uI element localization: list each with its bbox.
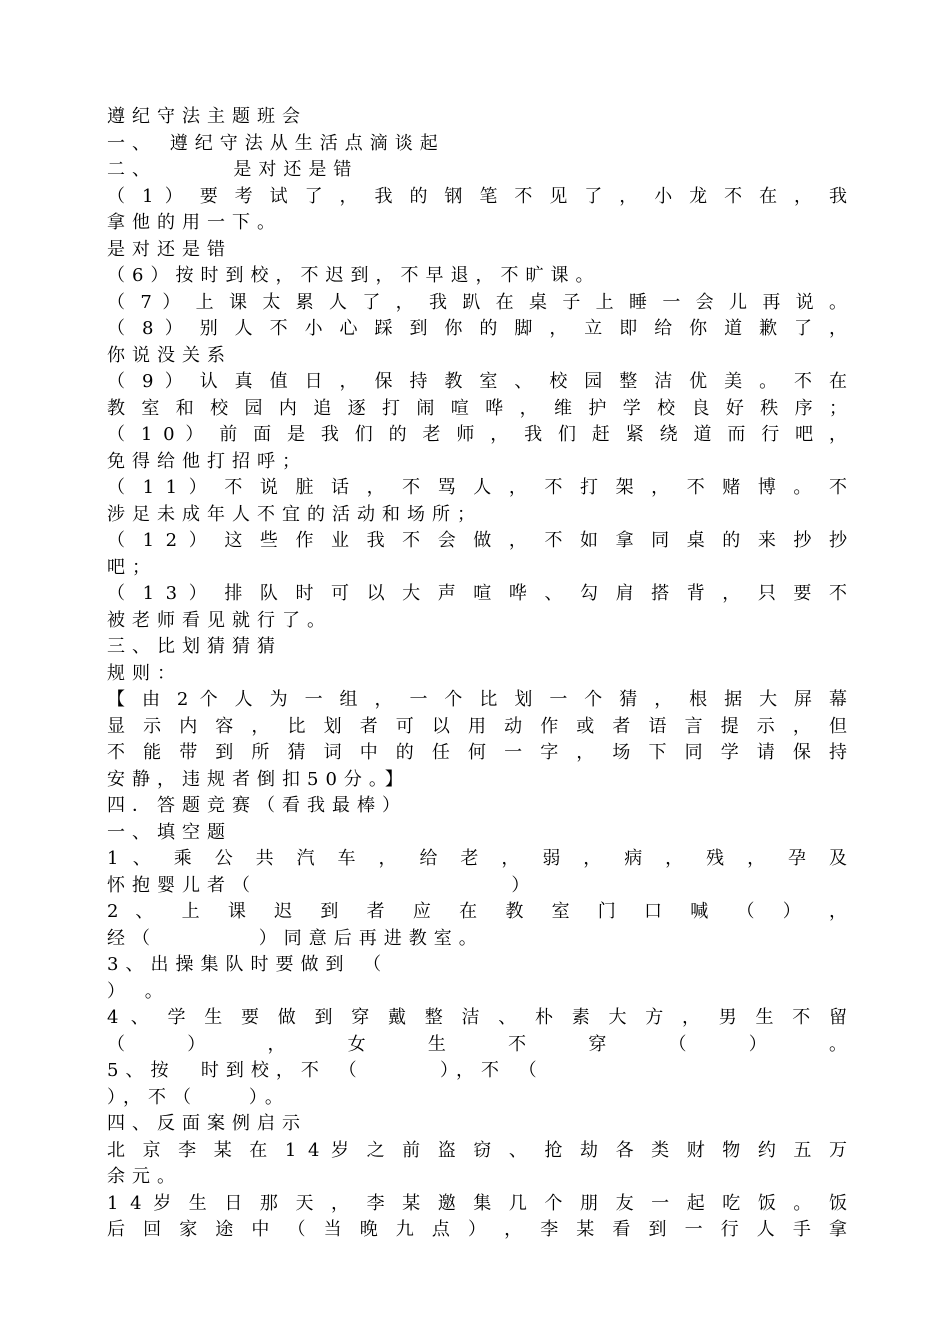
text-line: 教 室 和 校 园 内 追 逐 打 闹 喧 哗 ， 维 护 学 校 良 好 秩 序 ；	[107, 397, 847, 419]
text-line: 余元。	[107, 1166, 182, 1187]
text-line: （ 1 0 ） 前 面 是 我 们 的 老 师 ， 我 们 赶 紧 绕 道 而 行 吧 ，	[107, 424, 847, 445]
text-line: 4 、 学 生 要 做 到 穿 戴 整 洁 、 朴 素 大 方 ， 男 生 不 留	[107, 1007, 847, 1028]
text-line: 拿他的用一下。	[107, 212, 282, 233]
text-line: 【 由 2 个 人 为 一 组 ， 一 个 比 划 一 个 猜 ， 根 据 大 屏 幕	[107, 689, 847, 710]
text-line: （6）按时到校，不迟到，不早退，不旷课。	[107, 265, 601, 286]
text-line: 免得给他打招呼；	[107, 450, 307, 472]
text-line: 遵纪守法主题班会	[107, 106, 307, 127]
text-line: 二、 是对还是错	[107, 159, 359, 180]
text-line: （ ） ， 女 生 不 穿 （ ） 。	[107, 1033, 847, 1055]
text-line: （ 8 ） 别 人 不 小 心 踩 到 你 的 脚 ， 立 即 给 你 道 歉 了 ，	[107, 318, 847, 339]
text-line: 三、比划猜猜猜	[107, 636, 282, 657]
text-line: 1 4 岁 生 日 那 天 ， 李 某 邀 集 几 个 朋 友 一 起 吃 饭 。 饭	[107, 1192, 847, 1214]
text-line: 是对还是错	[107, 238, 232, 260]
text-line: 怀抱婴儿者（ ）	[107, 874, 537, 896]
text-line: （ 1 1 ） 不 说 脏 话 ， 不 骂 人 ， 不 打 架 ， 不 赌 博 。 不	[107, 477, 847, 498]
text-line: （ 1 ） 要 考 试 了 ， 我 的 钢 笔 不 见 了 ， 小 龙 不 在 ， 我	[107, 185, 847, 207]
text-line: 1 、 乘 公 共 汽 车 ， 给 老 ， 弱 ， 病 ， 残 ， 孕 及	[107, 848, 847, 869]
text-line: 被老师看见就行了。	[107, 609, 332, 631]
text-line: 安静，违规者倒扣50分。】	[107, 768, 410, 790]
text-line: 涉足未成年人不宜的活动和场所；	[107, 503, 482, 525]
text-line: （ 1 2 ） 这 些 作 业 我 不 会 做 ， 不 如 拿 同 桌 的 来 抄 抄	[107, 530, 847, 551]
text-line: 你说没关系	[107, 344, 232, 366]
text-line: 后 回 家 途 中 （ 当 晚 九 点 ） ， 李 某 看 到 一 行 人 手 拿	[107, 1219, 847, 1240]
text-line: 2 、 上 课 迟 到 者 应 在 教 室 门 口 喊 （ ） ，	[107, 901, 847, 922]
text-line: 四、反面案例启示	[107, 1113, 307, 1134]
text-line: 5、按 时到校，不 （ ），不 （	[107, 1060, 544, 1081]
text-line: 一、 遵纪守法从生活点滴谈起	[107, 132, 445, 154]
text-line: 吧；	[107, 556, 157, 578]
text-line: 一、填空题	[107, 821, 232, 843]
text-line: （ 7 ） 上 课 太 累 人 了 ， 我 趴 在 桌 子 上 睡 一 会 儿 再 说 。	[107, 291, 847, 313]
text-line: （ 1 3 ） 排 队 时 可 以 大 声 喧 哗 、 勾 肩 搭 背 ， 只 要 不	[107, 583, 847, 604]
document-body	[107, 104, 847, 1244]
text-line: 经（ ）同意后再进教室。	[107, 927, 484, 949]
text-line: 3、出操集队时要做到 （	[107, 954, 389, 975]
text-line: 规则：	[107, 662, 182, 684]
text-line: ） 。	[107, 980, 170, 1002]
text-line: 不 能 带 到 所 猜 词 中 的 任 何 一 字 ， 场 下 同 学 请 保 持	[107, 742, 847, 763]
text-line: ），不（ ）。	[107, 1086, 290, 1108]
text-line: 四．答题竞赛（看我最棒）	[107, 795, 407, 816]
text-line: 北 京 李 某 在 1 4 岁 之 前 盗 窃 、 抢 劫 各 类 财 物 约 五 万	[107, 1139, 847, 1161]
text-line: （ 9 ） 认 真 值 日 ， 保 持 教 室 、 校 园 整 洁 优 美 。 不 在	[107, 371, 847, 392]
text-line: 显 示 内 容 ， 比 划 者 可 以 用 动 作 或 者 语 言 提 示 ， 但	[107, 715, 847, 737]
